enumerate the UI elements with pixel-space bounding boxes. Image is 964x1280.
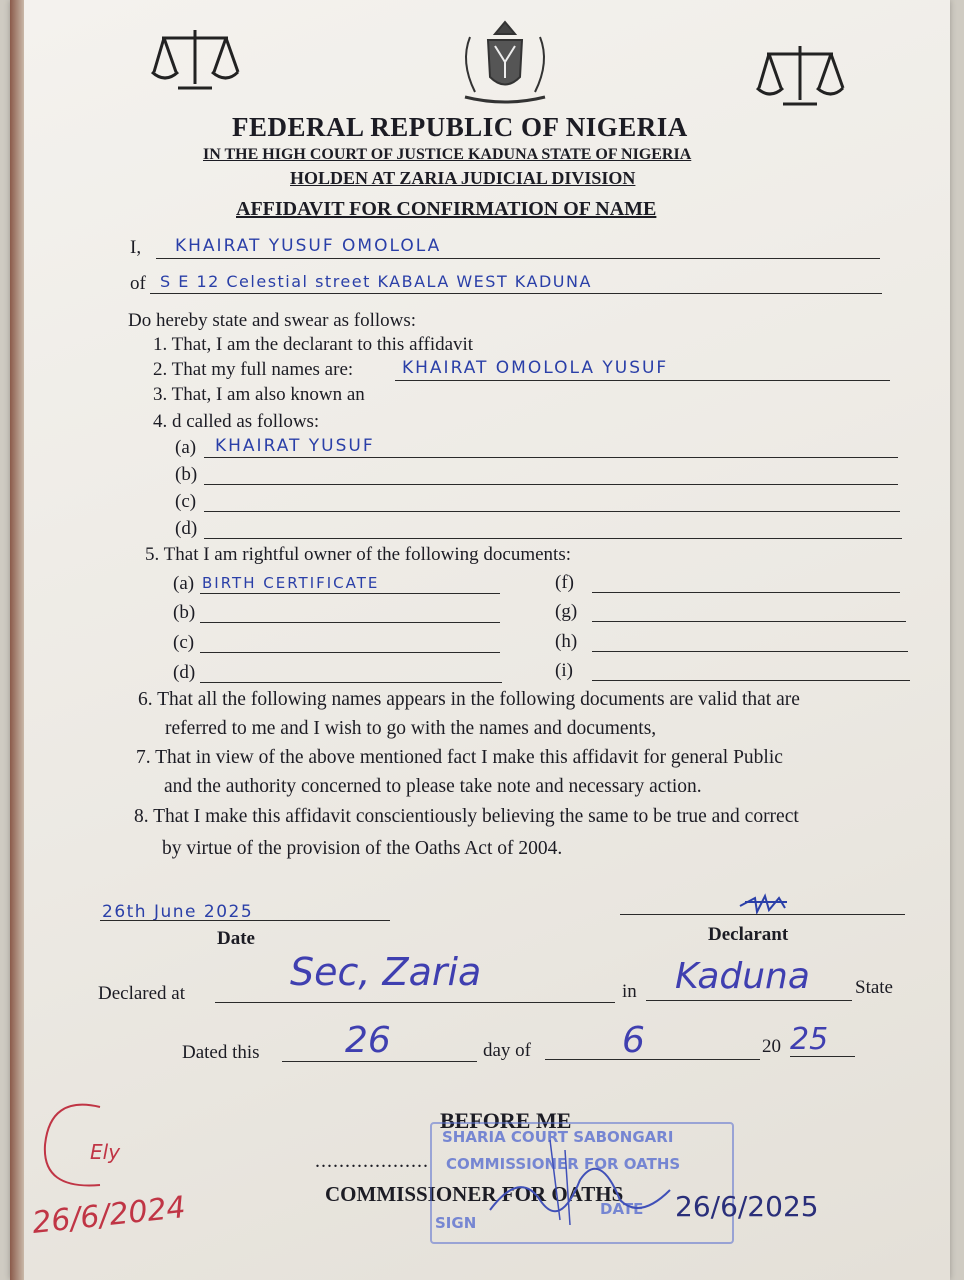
doc-line [592,680,910,681]
doc-label: (i) [555,660,573,681]
red-initials: Ely [90,1140,121,1164]
month-value: 6 [622,1020,645,1061]
declared-place-value: Sec, Zaria [290,950,482,994]
stamp-date: DATE [600,1200,644,1218]
item-7-line-1: 7. That in view of the above mentioned fact I make this affidavit for general Public [136,747,783,768]
aka-line [204,538,902,539]
in-label: in [622,981,637,1002]
date-value: 26th June 2025 [102,902,254,922]
stamp-line-2: COMMISSIONER FOR OATHS [446,1155,681,1173]
item-3: 3. That, I am also known an [153,384,365,405]
item-2: 2. That my full names are: [153,359,354,380]
date-label: Date [217,928,255,949]
commissioner-label: COMMISSIONER FOR OATHS [325,1182,624,1206]
item-6-line-2: referred to me and I wish to go with the names and documents, [165,718,657,739]
doc-label: (b) [173,602,196,623]
name-line [156,258,880,259]
declarant-label: Declarant [708,924,789,945]
doc-line [200,682,502,683]
i-label: I, [130,237,142,258]
document-title: AFFIDAVIT FOR CONFIRMATION OF NAME [236,198,657,220]
aka-label: (b) [175,464,198,485]
state-value: Kaduna [675,956,810,997]
signature-dots: ................... [315,1150,429,1172]
page-edge [10,0,24,1280]
address-line [150,293,882,294]
doc-label: (c) [173,632,195,653]
doc-label: (d) [173,662,196,683]
full-names-value: KHAIRAT OMOLOLA YUSUF [402,358,669,378]
year-prefix: 20 [762,1036,781,1057]
doc-line [200,652,500,653]
aka-label: (c) [175,491,197,512]
doc-value: BIRTH CERTIFICATE [202,574,380,592]
aka-value: KHAIRAT YUSUF [215,436,375,456]
header-title: FEDERAL REPUBLIC OF NIGERIA [232,112,688,142]
doc-line [592,621,906,622]
declared-at-line [215,1002,615,1003]
doc-label: (a) [173,573,195,594]
commissioner-date-value: 26/6/2025 [675,1190,819,1223]
full-names-line [395,380,890,381]
header-division: HOLDEN AT ZARIA JUDICIAL DIVISION [290,168,636,188]
before-me-label: BEFORE ME [440,1108,572,1133]
doc-line [592,592,900,593]
declarant-address-value: S E 12 Celestial street KABALA WEST KADUNA [160,272,592,291]
item-5: 5. That I am rightful owner of the following documents: [145,544,572,565]
item-7-line-2: and the authority concerned to please take note and necessary action. [164,776,702,797]
doc-label: (f) [555,572,574,593]
item-8-line-2: by virtue of the provision of the Oaths Act of 2004. [162,838,563,859]
item-4: 4. d called as follows: [153,411,320,432]
state-line [646,1000,852,1001]
aka-line [204,457,898,458]
year-value: 25 [790,1022,829,1057]
of-label: of [130,273,146,294]
month-line [545,1059,760,1060]
stamp-line-1: SHARIA COURT SABONGARI [442,1128,674,1146]
doc-line [200,622,500,623]
aka-label: (a) [175,437,197,458]
red-date-value: 26/6/2024 [30,1190,188,1241]
dated-this-label: Dated this [182,1042,260,1063]
declarant-line [620,914,905,915]
stamp-sign: SIGN [435,1214,477,1232]
intro-text: Do hereby state and swear as follows: [128,310,417,331]
item-6-line-1: 6. That all the following names appears in the following documents are valid that are [138,689,800,710]
coat-of-arms-icon [450,12,560,107]
doc-line [592,651,908,652]
day-of-label: day of [483,1040,532,1061]
date-line [100,920,390,921]
day-line [282,1061,477,1062]
day-value: 26 [345,1020,391,1061]
declared-at-label: Declared at [98,983,186,1004]
doc-label: (g) [555,601,578,622]
state-label: State [855,977,893,998]
header-court: IN THE HIGH COURT OF JUSTICE KADUNA STATE OF NIGERIA [203,146,692,163]
affidavit-document [10,0,950,1280]
scales-of-justice-icon-right [755,38,845,118]
aka-line [204,484,898,485]
aka-label: (d) [175,518,198,539]
aka-line [204,511,900,512]
scales-of-justice-icon-left [150,22,240,102]
commissioner-signature-icon [480,1130,680,1240]
item-1: 1. That, I am the declarant to this affidavit [153,334,474,355]
item-8-line-1: 8. That I make this affidavit conscientiously believing the same to be true and correct [134,806,799,827]
doc-line [200,593,500,594]
doc-label: (h) [555,631,578,652]
declarant-name-value: KHAIRAT YUSUF OMOLOLA [175,236,442,256]
